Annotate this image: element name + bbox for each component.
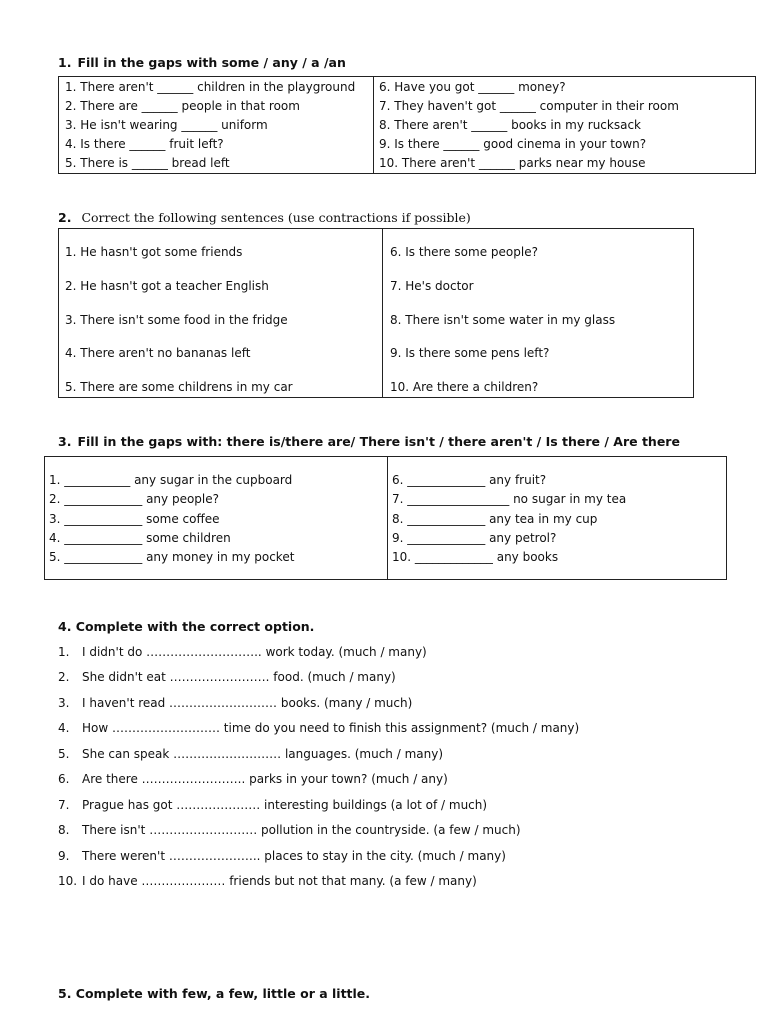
- section-3-item: 8. _____________ any tea in my cup: [392, 512, 598, 526]
- list-item-text: Prague has got ………………… interesting buildings (a lot of / much): [82, 798, 488, 812]
- list-item: [58, 696, 412, 710]
- section-1-title: Fill in the gaps with some / any / a /an: [77, 55, 346, 70]
- section-2-number: 2.: [58, 210, 72, 225]
- list-item: [58, 823, 521, 837]
- section-3-divider: [387, 457, 388, 579]
- list-item-number: 7.: [58, 798, 70, 812]
- section-2-title: Correct the following sentences (use contractions if possible): [81, 210, 471, 225]
- section-5-heading: 5. Complete with few, a few, little or a little.: [58, 986, 371, 1001]
- section-3-item: 10. _____________ any books: [392, 550, 559, 564]
- section-2-heading: [58, 210, 471, 225]
- section-1-item: 9. Is there ______ good cinema in your town?: [379, 137, 647, 151]
- section-1-item: 8. There aren't ______ books in my rucksack: [379, 118, 642, 132]
- section-3-item: 4. _____________ some children: [49, 531, 231, 545]
- section-4-heading: 4. Complete with the correct option.: [58, 619, 315, 634]
- list-item-number: 4.: [58, 721, 70, 735]
- list-item-text: How ……………………… time do you need to finish this assignment? (much / many): [82, 721, 580, 735]
- section-3-item: 5. _____________ any money in my pocket: [49, 550, 295, 564]
- list-item: [58, 721, 579, 735]
- section-2-table: [58, 228, 694, 398]
- section-2-item: 8. There isn't some water in my glass: [390, 313, 616, 327]
- section-3-number: 3.: [58, 434, 72, 449]
- list-item-text: There isn't ……………………… pollution in the countryside. (a few / much): [82, 823, 521, 837]
- list-item: [58, 798, 487, 812]
- section-2-item: 6. Is there some people?: [390, 245, 538, 259]
- section-1-divider: [373, 77, 374, 173]
- section-2-divider: [382, 229, 383, 397]
- list-item-text: There weren't ………………….. places to stay in the city. (much / many): [82, 849, 506, 863]
- list-item-number: 10.: [58, 874, 78, 888]
- section-3-item: 6. _____________ any fruit?: [392, 473, 547, 487]
- section-2-item: 3. There isn't some food in the fridge: [65, 313, 288, 327]
- section-2-item: 5. There are some childrens in my car: [65, 380, 293, 394]
- section-2-item: 9. Is there some pens left?: [390, 346, 550, 360]
- section-3-item: 1. ___________ any sugar in the cupboard: [49, 473, 293, 487]
- section-1-item: 2. There are ______ people in that room: [65, 99, 300, 113]
- section-3-table: [44, 456, 727, 580]
- section-3-item: 9. _____________ any petrol?: [392, 531, 557, 545]
- list-item-text: Are there …………………….. parks in your town? (much / any): [82, 772, 448, 786]
- list-item-text: I haven't read ……………………… books. (many / much): [82, 696, 413, 710]
- list-item: [58, 874, 477, 888]
- section-3-heading: [58, 434, 680, 449]
- section-1-number: 1.: [58, 55, 72, 70]
- list-item-text: She didn't eat ……………………. food. (much / many): [82, 670, 396, 684]
- list-item: [58, 849, 506, 863]
- section-2-item: 1. He hasn't got some friends: [65, 245, 243, 259]
- list-item-number: 9.: [58, 849, 70, 863]
- section-1-table: [58, 76, 756, 174]
- section-1-item: 10. There aren't ______ parks near my house: [379, 156, 646, 170]
- section-1-item: 6. Have you got ______ money?: [379, 80, 566, 94]
- section-3-item: 3. _____________ some coffee: [49, 512, 220, 526]
- list-item-number: 2.: [58, 670, 70, 684]
- list-item-number: 5.: [58, 747, 70, 761]
- list-item: [58, 670, 396, 684]
- list-item: [58, 645, 427, 659]
- section-3-item: 2. _____________ any people?: [49, 492, 219, 506]
- list-item-text: She can speak ……………………… languages. (much / many): [82, 747, 444, 761]
- list-item: [58, 747, 443, 761]
- section-1-item: 3. He isn't wearing ______ uniform: [65, 118, 268, 132]
- section-3-title: Fill in the gaps with: there is/there are/ There isn't / there aren't / Is there / Are there: [77, 434, 680, 449]
- section-2-item: 7. He's doctor: [390, 279, 474, 293]
- section-1-item: 1. There aren't ______ children in the playground: [65, 80, 356, 94]
- list-item-number: 3.: [58, 696, 70, 710]
- list-item-number: 6.: [58, 772, 70, 786]
- list-item-number: 1.: [58, 645, 70, 659]
- section-1-item: 7. They haven't got ______ computer in their room: [379, 99, 679, 113]
- section-1-item: 5. There is ______ bread left: [65, 156, 230, 170]
- section-1-heading: [58, 55, 346, 70]
- list-item: [58, 772, 448, 786]
- section-2-item: 2. He hasn't got a teacher English: [65, 279, 269, 293]
- list-item-text: I do have ………………… friends but not that many. (a few / many): [82, 874, 477, 888]
- list-item-text: I didn't do ……………………….. work today. (much / many): [82, 645, 427, 659]
- section-1-item: 4. Is there ______ fruit left?: [65, 137, 224, 151]
- section-3-item: 7. _________________ no sugar in my tea: [392, 492, 627, 506]
- section-2-item: 4. There aren't no bananas left: [65, 346, 251, 360]
- section-2-item: 10. Are there a children?: [390, 380, 539, 394]
- list-item-number: 8.: [58, 823, 70, 837]
